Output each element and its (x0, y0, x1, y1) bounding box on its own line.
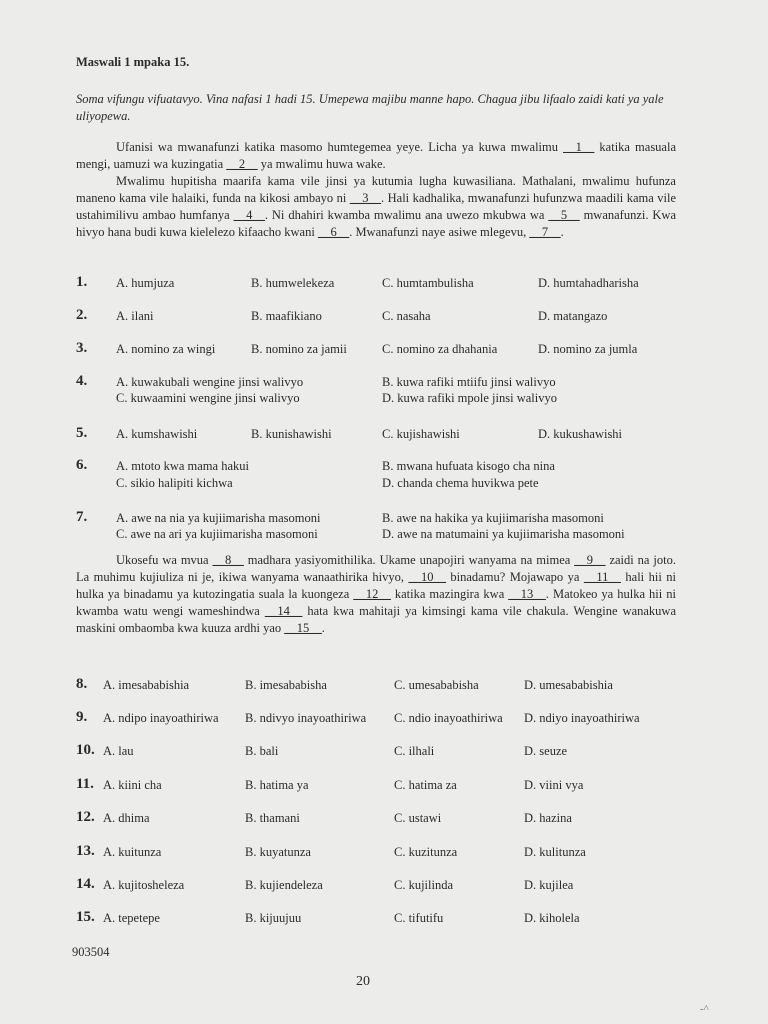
option-b: B. kuyatunza (245, 845, 311, 859)
option-d: D. viini vya (524, 778, 584, 792)
option-a: A. tepetepe (103, 911, 160, 925)
option-a: A. kuwakubali wengine jinsi walivyo (116, 375, 304, 389)
option-c: C. umesababisha (394, 678, 479, 692)
option-a: A. humjuza (116, 276, 175, 290)
question-number: 1. (76, 274, 88, 290)
option-a: A. kiini cha (103, 778, 162, 792)
option-c: C. kuwaamini wengine jinsi walivyo (116, 391, 300, 405)
question-11 (76, 778, 696, 808)
question-5 (76, 427, 696, 461)
option-d: D. awe na matumaini ya kujiimarisha masomoni (382, 527, 625, 541)
option-a: A. nomino za wingi (116, 342, 216, 356)
option-c: C. ndio inayoathiriwa (394, 711, 503, 725)
option-a: A. imesababishia (103, 678, 190, 692)
blank-7: __7__ (529, 225, 561, 239)
option-d: D. kuwa rafiki mpole jinsi walivyo (382, 391, 557, 405)
blank-8: __8__ (212, 553, 244, 567)
option-c: C. kujishawishi (382, 427, 460, 441)
option-c: C. humtambulisha (382, 276, 474, 290)
passage-1 (76, 139, 676, 241)
option-b: B. awe na hakika ya kujiimarisha masomoni (382, 511, 604, 525)
option-a: A. awe na nia ya kujiimarisha masomoni (116, 511, 321, 525)
option-d: D. humtahadharisha (538, 276, 639, 290)
question-number: 5. (76, 425, 88, 441)
option-d: D. hazina (524, 811, 572, 825)
question-2 (76, 309, 696, 343)
question-10 (76, 744, 696, 774)
option-d: D. nomino za jumla (538, 342, 638, 356)
option-b: B. thamani (245, 811, 300, 825)
blank-2: __2__ (226, 157, 258, 171)
question-1 (76, 276, 696, 310)
question-number: 4. (76, 373, 88, 389)
option-b: B. kijuujuu (245, 911, 302, 925)
option-b: B. bali (245, 744, 279, 758)
section-heading: Maswali 1 mpaka 15. (76, 55, 190, 69)
option-a: A. kujitosheleza (103, 878, 185, 892)
blank-15: __15__ (284, 621, 322, 635)
option-c: C. awe na ari ya kujiimarisha masomoni (116, 527, 318, 541)
question-number: 12. (76, 809, 95, 825)
question-14 (76, 878, 696, 908)
question-number: 6. (76, 457, 88, 473)
option-d: D. kujilea (524, 878, 574, 892)
option-c: C. ustawi (394, 811, 442, 825)
question-4 (76, 375, 696, 415)
question-3 (76, 342, 696, 376)
option-a: A. kumshawishi (116, 427, 198, 441)
blank-14: __14__ (264, 604, 303, 618)
option-d: D. kiholela (524, 911, 580, 925)
option-b: B. kuwa rafiki mtiifu jinsi walivyo (382, 375, 556, 389)
option-d: D. kulitunza (524, 845, 586, 859)
option-c: C. kujilinda (394, 878, 454, 892)
question-number: 15. (76, 909, 95, 925)
passage-1-paragraph-2: Mwalimu hupitisha maarifa kama vile jinsi ya kutumia lugha kuwasiliana. Mathalani, mwalimu hufunza maneno kama vile halaiki, funda na kikosi ambayo ni __3__. Hali kadhalika, mwanafunzi hufunzwa maadili kama vile ustahimilivu ambao humfanya __4__. Ni dhahiri kwamba mwalimu ana uwezo mkubwa wa __5__ mwanafunzi. Kwa hivyo hana budi kuwa kielelezo kifaacho kwani __6__. Mwanafunzi naye asiwe mlegevu, __7__. (76, 174, 677, 239)
option-d: D. chanda chema huvikwa pete (382, 476, 539, 490)
option-a: A. lau (103, 744, 134, 758)
option-c: C. nomino za dhahania (382, 342, 498, 356)
passage-1-paragraph-1: Ufanisi wa mwanafunzi katika masomo humtegemea yeye. Licha ya kuwa mwalimu __1__ katika masuala mengi, uamuzi wa kuzingatia __2__ ya mwalimu huwa wake. (76, 140, 677, 171)
question-6 (76, 459, 696, 499)
option-b: B. kunishawishi (251, 427, 332, 441)
question-7 (76, 511, 696, 551)
blank-1: __1__ (563, 140, 595, 154)
option-d: D. kukushawishi (538, 427, 623, 441)
question-number: 8. (76, 676, 88, 692)
page-number: 20 (356, 974, 370, 989)
option-c: C. hatima za (394, 778, 457, 792)
question-number: 7. (76, 509, 88, 525)
blank-13: __13__ (508, 587, 546, 601)
option-d: D. ndiyo inayoathiriwa (524, 711, 640, 725)
option-a: A. ndipo inayoathiriwa (103, 711, 219, 725)
option-c: C. ilhali (394, 744, 435, 758)
option-d: D. umesababishia (524, 678, 613, 692)
blank-4: __4__ (233, 208, 265, 222)
option-b: B. nomino za jamii (251, 342, 347, 356)
question-15 (76, 911, 696, 941)
question-number: 14. (76, 876, 95, 892)
option-d: D. matangazo (538, 309, 608, 323)
question-number: 10. (76, 742, 95, 758)
blank-6: __6__ (317, 225, 350, 239)
blank-9: __9__ (574, 553, 606, 567)
option-a: A. ilani (116, 309, 154, 323)
option-a: A. dhima (103, 811, 150, 825)
question-number: 9. (76, 709, 88, 725)
paper-code: 903504 (72, 945, 110, 959)
question-number: 2. (76, 307, 88, 323)
blank-11: __11__ (583, 570, 621, 584)
question-8 (76, 678, 696, 708)
option-b: B. humwelekeza (251, 276, 335, 290)
corner-mark: -^ (700, 1003, 709, 1015)
question-number: 11. (76, 776, 94, 792)
blank-10: __10__ (408, 570, 446, 584)
question-number: 13. (76, 843, 95, 859)
option-c: C. kuzitunza (394, 845, 458, 859)
option-b: B. maafikiano (251, 309, 322, 323)
option-d: D. seuze (524, 744, 568, 758)
option-c: C. sikio halipiti kichwa (116, 476, 233, 490)
question-number: 3. (76, 340, 88, 356)
option-b: B. mwana hufuata kisogo cha nina (382, 459, 555, 473)
blank-12: __12__ (353, 587, 391, 601)
option-b: B. imesababisha (245, 678, 327, 692)
instructions: Soma vifungu vifuatavyo. Vina nafasi 1 hadi 15. Umepewa majibu manne hapo. Chagua jibu lifaalo zaidi kati ya yale uliyopewa. (76, 92, 664, 123)
option-c: C. nasaha (382, 309, 431, 323)
option-b: B. ndivyo inayoathiriwa (245, 711, 367, 725)
question-9 (76, 711, 696, 741)
question-13 (76, 845, 696, 875)
question-12 (76, 811, 696, 841)
option-b: B. hatima ya (245, 778, 309, 792)
option-c: C. tifutifu (394, 911, 444, 925)
passage-2 (76, 552, 676, 637)
blank-5: __5__ (548, 208, 580, 222)
passage-2-paragraph: Ukosefu wa mvua __8__ madhara yasiyomithilika. Ukame unapojiri wanyama na mimea __9__ zaidi na joto. La muhimu kujiuliza ni je, ikiwa wanyama wanaathirika hivyo, __10__ binadamu? Mojawapo ya __11__ hali hii ni hulka ya binadamu ya kutozingatia suala la kuongeza __12__ katika mazingira kwa __13__. Matokeo ya hulka hii ni kwamba watu wengi wameshindwa __14__ hata kwa mahitaji ya kimsingi kama vile chakula. Wengine wanakuwa maskini ombaomba kwa kuuza ardhi yao __15__. (76, 553, 677, 635)
blank-3: __3__ (349, 191, 382, 205)
option-b: B. kujiendeleza (245, 878, 323, 892)
option-a: A. mtoto kwa mama hakui (116, 459, 249, 473)
option-a: A. kuitunza (103, 845, 162, 859)
